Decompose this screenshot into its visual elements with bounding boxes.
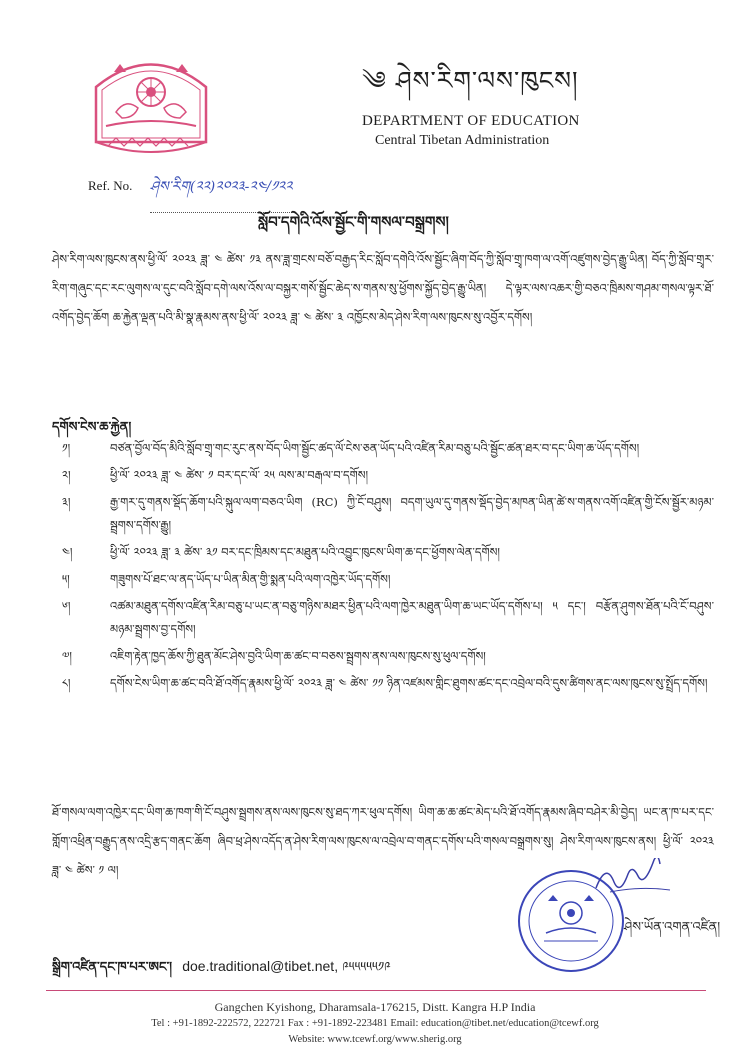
- contact-phone: ༩༥༥༥༥༥༡༩: [342, 960, 391, 975]
- list-item: [52, 491, 714, 537]
- conditions-heading: དགོས་ངེས་ཆ་རྐྱེན།: [52, 420, 132, 435]
- list-item-text: དགོས་ངེས་ཡིག་ཆ་ཚང་བའི་ཐོ་འགོད་རྣམས་ཕྱི་ལོ་ ༢༠༢༣ ཟླ་ ༤ ཚེས་ ༡༡ ཉིན་འཛམས་གླིང་ཐུགས་ཚང་དང་འབྲེལ་བའི་དུས་ཚིགས་ནང་ལས་ཁུངས་སུ་སྤྲོད་དགོས།: [110, 676, 708, 690]
- list-item-number: ༣།: [62, 495, 71, 509]
- page-title: སློབ་དགེའི་འོས་སྦྱོང་གི་གསལ་བསྒྲགས།: [258, 213, 449, 231]
- contact-label: སྒྲིག་འཛིན་དང་ཁ་པར་ཨང་།: [52, 960, 173, 975]
- list-item-number: ༦།: [62, 599, 71, 613]
- footer-address: Gangchen Kyishong, Dharamsala-176215, Distt. Kangra H.P India: [214, 1000, 536, 1014]
- letterhead-tibetan-title: ༄ ཤེས་རིག་ལས་ཁུངས།: [362, 66, 579, 95]
- ref-label: Ref. No.: [88, 178, 133, 193]
- intro-paragraph: ཤེས་རིག་ལས་ཁུངས་ནས་ཕྱི་ལོ་ ༢༠༢༣ ཟླ་ ༤ ཚེས་ ༡༣ ནས་ཟླ་གྲངས་བཅོ་བརྒྱད་རིང་སློབ་དགེའི་འོས་སྦྱོང་ཞིག་བོད་ཀྱི་སློབ་གྲྭ་ཁག་ལ་འགོ་འཛུགས་བྱེད་རྒྱུ་ཡིན། བོད་ཀྱི་སློབ་གྲྭར་རིག་གཞུང་དང་རང་ལུགས་ལ་དུང་བའི་སློབ་དགེ་ལས་འོས་ལ་བསྐྱར་གསོ་སྦྱོང་ཆེད་ས་གནས་སུ་ཕྱོགས་སྐྱོད་བྱེད་རྒྱུ་ཡིན། དེ་ལྟར་ལས་འཆར་གྱི་བཅའ་ཁྲིམས་གཤམ་གསལ་ལྟར་ཐོ་འགོད་བྱེད་ཆོག ཆ་རྐྱེན་ལྡན་པའི་མི་སྣ་རྣམས་ནས་ཕྱི་ལོ་ ༢༠༢༣ ཟླ་ ༤ ཚེས་ ༣ འཁྱོངས་མེད་ཤེས་རིག་ལས་ཁུངས་སུ་འབྱོར་དགོས།: [52, 252, 714, 324]
- signatory-title: ཤེས་ཡོན་འགན་འཛིན།: [624, 920, 721, 935]
- conditions-list: [52, 437, 714, 699]
- list-item-number: ༥།: [62, 572, 70, 586]
- ref-number: ཤེས་རིག(༢༢)༢༠༢༣-༢༤/༡༢༢: [150, 170, 292, 213]
- footer-phones: Tel : +91-1892-222572, 222721 Fax : +91-1892-223481 Email: education@tibet.net/education@tcewf.org: [151, 1018, 599, 1029]
- list-item: [52, 541, 714, 564]
- list-item-number: ༤།: [62, 545, 73, 559]
- administration-name: Central Tibetan Administration: [375, 133, 550, 148]
- list-item-number: ༧།: [62, 649, 72, 663]
- contact-line: [52, 952, 391, 989]
- cta-emblem-logo: [86, 42, 216, 162]
- signature-mark: [590, 858, 680, 900]
- list-item: [52, 464, 714, 487]
- footer-divider: [46, 990, 706, 991]
- department-name: DEPARTMENT OF EDUCATION: [362, 113, 580, 129]
- list-item: [52, 595, 714, 641]
- list-item-text: འཇིག་རྟེན་ཁྱད་ཆོས་ཀྱི་ཐུན་མོང་ཤེས་བྱའི་ཡིག་ཆ་ཚང་བ་བཅས་སྦྲགས་ནས་ལས་ཁུངས་སུ་ཕུལ་དགོས།: [110, 649, 486, 663]
- list-item-number: ༨།: [62, 676, 71, 690]
- list-item: [52, 437, 714, 460]
- list-item-number: ༢།: [62, 468, 71, 482]
- list-item-text: འཚམ་མཐུན་དགོས་འཛིན་རིམ་བཅུ་པ་ཡང་ན་བཅུ་གཉིས་མཐར་ཕྱིན་པའི་ལག་ཁྱེར་མཐུན་ཡིག་ཆ་ཡང་ཡོད་དགོས་པ། ༥ དང་། བརྩོན་ཤུགས་ཐོན་པའི་ངོ་བཤུས་མཉམ་སྦྲགས་བྱ་དགོས།: [110, 599, 714, 636]
- list-item-text: གཟུགས་པོ་ཐང་ལ་ནད་ཡོད་པ་ཡིན་མིན་གྱི་སྨན་པའི་ལག་འཁྱེར་ཡོད་དགོས།: [110, 572, 391, 586]
- list-item: [52, 645, 714, 668]
- list-item-text: བཙན་བྱོལ་བོད་མིའི་སློབ་གྲྭ་གང་རུང་ནས་བོད་ཡིག་སྦྱོང་ཚད་ལོ་ངེས་ཅན་ཡོད་པའི་འཛིན་རིམ་བཅུ་པའི་སྦྱོང་ཚན་ཐར་བ་དང་ཡིག་ཆ་ཡོད་དགོས།: [110, 441, 640, 455]
- contact-email-link[interactable]: doe.traditional@tibet.net,: [182, 958, 339, 974]
- list-item: [52, 568, 714, 591]
- list-item-text: རྒྱ་གར་དུ་གནས་སྡོད་ཆོག་པའི་སྐུལ་ལག་བཅའ་ཡིག (RC) ཀྱི་ངོ་བཤུས། བདག་ཡུལ་དུ་གནས་སྡོད་བྱེད་མཁན་ཡིན་ཚེ་ས་གནས་འགོ་འཛིན་གྱི་ངོས་སྦྱོར་མཉམ་སྦྲགས་དགོས་རྒྱུ།: [110, 495, 714, 532]
- closing-paragraph: ཐོ་གསལ་ལག་འཁྱེར་དང་ཡིག་ཆ་ཁག་གི་ངོ་བཤུས་སྦྲགས་ནས་ལས་ཁུངས་སུ་ཐད་ཀར་ཕུལ་དགོས། ཡིག་ཆ་ཆ་ཚང་མེད་པའི་ཐོ་འགོད་རྣམས་ཞིབ་བཤེར་མི་བྱེད། ཡང་ན་ཁ་པར་དང་གློག་འཕྲིན་བརྒྱུད་ནས་འདྲི་རྩད་གནང་ཆོག ཞིབ་ཕྲ་ཤེས་འདོད་ན་ཤེས་རིག་ལས་ཁུངས་ལ་འབྲེལ་བ་གནང་དགོས་པའི་གསལ་བསྒྲགས་སུ། ཤེས་རིག་ལས་ཁུངས་ནས། ཕྱི་ལོ་ ༢༠༢༣ ཟླ་ ༤ ཚེས་ ༡ ལ།: [52, 805, 714, 877]
- list-item: [52, 672, 714, 695]
- list-item-text: ཕྱི་ལོ་ ༢༠༢༣ ཟླ་ ༣ ཚེས་ ༣༡ བར་དང་ཁྲིམས་དང་མཐུན་པའི་འབྱུང་ཁུངས་ཡིག་ཆ་དང་ཕྱོགས་ལེན་དགོས།: [110, 545, 500, 559]
- list-item-number: ༡།: [62, 441, 71, 455]
- footer-website[interactable]: Website: www.tcewf.org/www.sherig.org: [288, 1034, 462, 1045]
- list-item-text: ཕྱི་ལོ་ ༢༠༢༣ ཟླ་ ༤ ཚེས་ ༡ བར་དང་ལོ་ ༢༥ ལས་མ་བརྒལ་བ་དགོས།: [110, 468, 369, 482]
